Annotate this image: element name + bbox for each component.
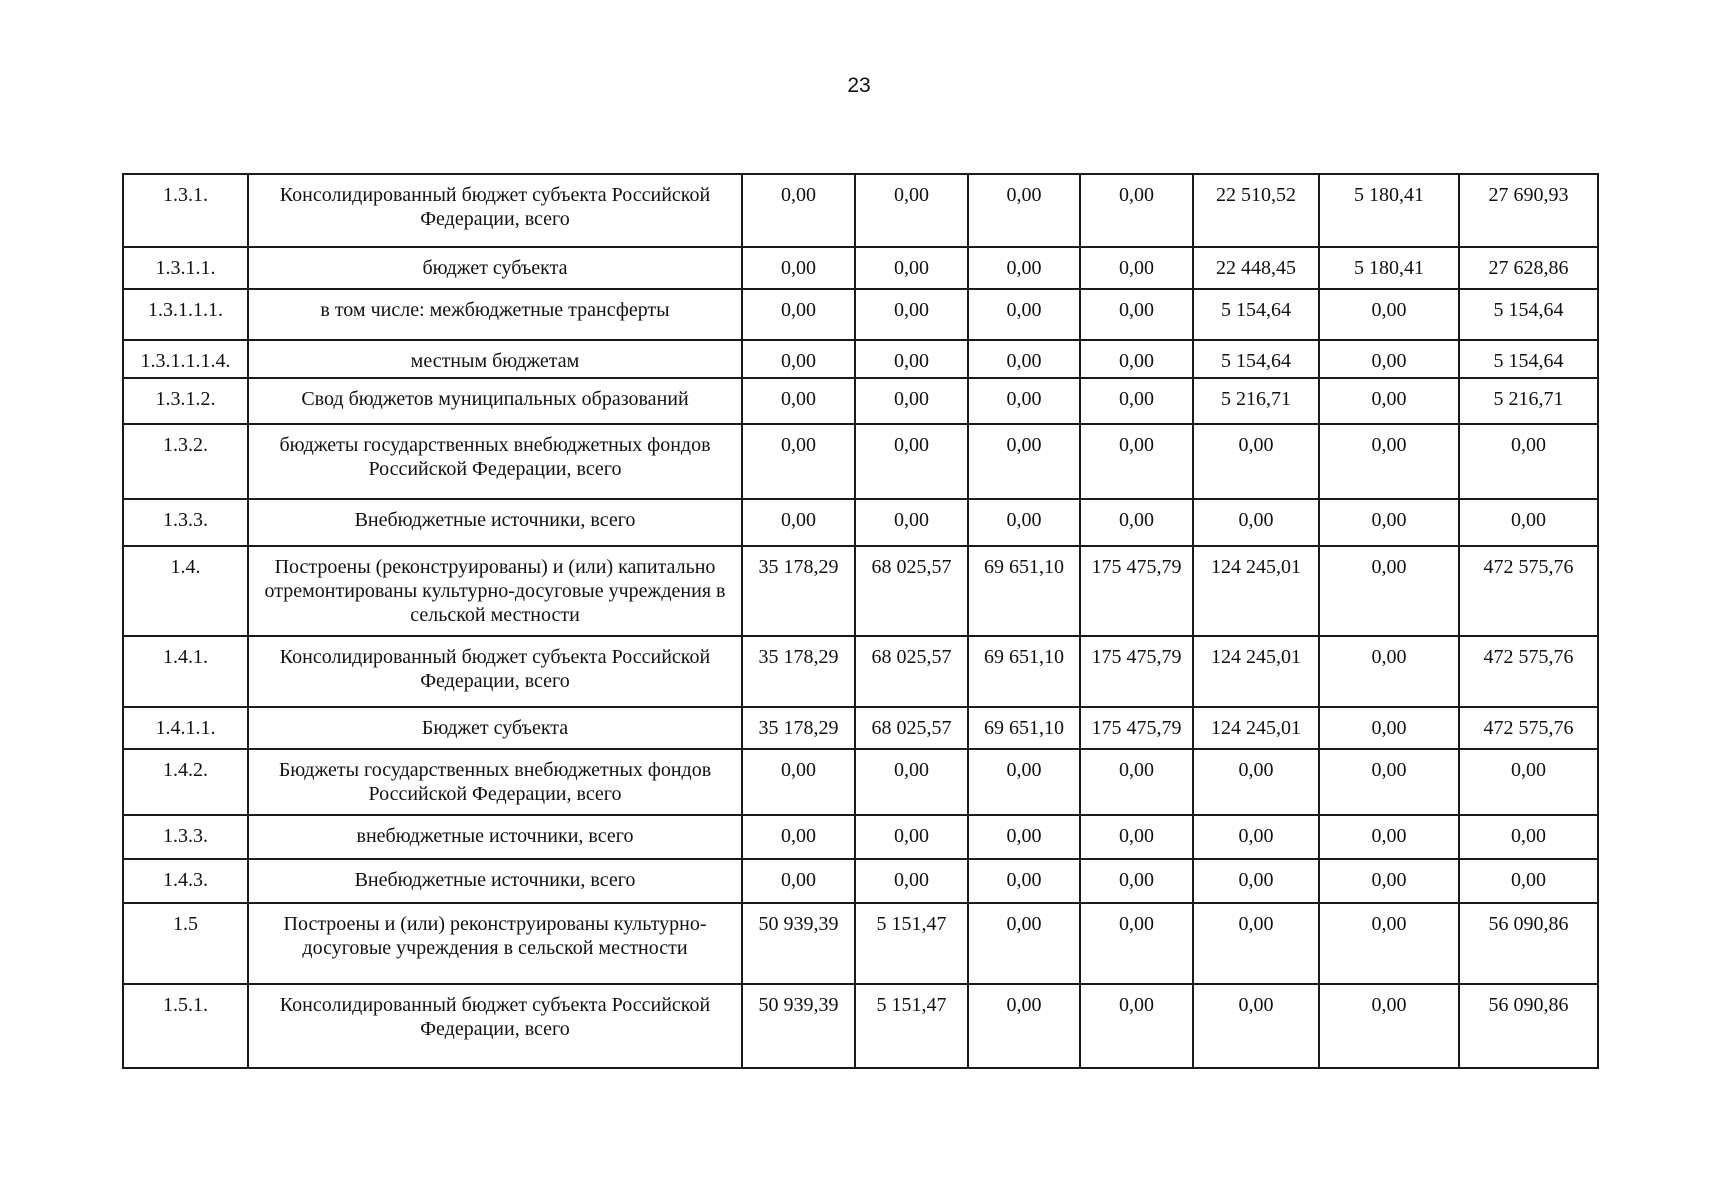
value-cell: 0,00 <box>1319 859 1459 903</box>
value-cell: 0,00 <box>1319 707 1459 749</box>
table-row <box>123 546 1598 636</box>
value-cell: 0,00 <box>968 749 1080 815</box>
value-cell: 0,00 <box>1319 984 1459 1068</box>
value-cell: 0,00 <box>1459 749 1598 815</box>
value-cell: 0,00 <box>1319 378 1459 424</box>
row-code: 1.3.2. <box>123 424 248 499</box>
value-cell: 175 475,79 <box>1080 707 1193 749</box>
value-cell: 0,00 <box>1080 378 1193 424</box>
table-body <box>123 174 1598 1068</box>
value-cell: 0,00 <box>1459 815 1598 859</box>
value-cell: 0,00 <box>855 424 968 499</box>
value-cell: 175 475,79 <box>1080 636 1193 707</box>
value-cell: 0,00 <box>1319 289 1459 340</box>
value-cell: 0,00 <box>1080 815 1193 859</box>
value-cell: 124 245,01 <box>1193 707 1319 749</box>
value-cell: 0,00 <box>1319 903 1459 984</box>
value-cell: 5 154,64 <box>1193 340 1319 378</box>
table-row <box>123 636 1598 707</box>
value-cell: 0,00 <box>968 424 1080 499</box>
value-cell: 0,00 <box>1080 174 1193 247</box>
table-row <box>123 378 1598 424</box>
value-cell: 69 651,10 <box>968 707 1080 749</box>
value-cell: 0,00 <box>855 749 968 815</box>
row-name: внебюджетные источники, всего <box>248 815 742 859</box>
row-name: Внебюджетные источники, всего <box>248 499 742 546</box>
value-cell: 0,00 <box>1319 424 1459 499</box>
value-cell: 69 651,10 <box>968 636 1080 707</box>
value-cell: 0,00 <box>1080 499 1193 546</box>
value-cell: 0,00 <box>968 859 1080 903</box>
value-cell: 50 939,39 <box>742 984 855 1068</box>
row-name: Консолидированный бюджет субъекта Российской Федерации, всего <box>248 636 742 707</box>
value-cell: 472 575,76 <box>1459 546 1598 636</box>
value-cell: 56 090,86 <box>1459 903 1598 984</box>
value-cell: 22 510,52 <box>1193 174 1319 247</box>
table-row <box>123 815 1598 859</box>
value-cell: 0,00 <box>1319 636 1459 707</box>
row-code: 1.5.1. <box>123 984 248 1068</box>
value-cell: 0,00 <box>1319 815 1459 859</box>
table-row <box>123 424 1598 499</box>
value-cell: 5 154,64 <box>1459 289 1598 340</box>
table-row <box>123 340 1598 378</box>
table-row <box>123 903 1598 984</box>
value-cell: 27 628,86 <box>1459 247 1598 289</box>
row-code: 1.4.2. <box>123 749 248 815</box>
row-code: 1.3.1.1.1.4. <box>123 340 248 378</box>
value-cell: 0,00 <box>742 424 855 499</box>
page-number: 23 <box>847 74 871 97</box>
value-cell: 5 154,64 <box>1193 289 1319 340</box>
row-name: Консолидированный бюджет субъекта Российской Федерации, всего <box>248 984 742 1068</box>
value-cell: 0,00 <box>1319 499 1459 546</box>
value-cell: 0,00 <box>855 499 968 546</box>
row-name: в том числе: межбюджетные трансферты <box>248 289 742 340</box>
value-cell: 0,00 <box>1459 499 1598 546</box>
value-cell: 472 575,76 <box>1459 636 1598 707</box>
value-cell: 0,00 <box>1193 499 1319 546</box>
row-code: 1.4. <box>123 546 248 636</box>
value-cell: 0,00 <box>742 247 855 289</box>
row-name: Внебюджетные источники, всего <box>248 859 742 903</box>
value-cell: 0,00 <box>1459 424 1598 499</box>
value-cell: 35 178,29 <box>742 636 855 707</box>
value-cell: 0,00 <box>855 815 968 859</box>
row-name: Консолидированный бюджет субъекта Российской Федерации, всего <box>248 174 742 247</box>
row-name: Построены (реконструированы) и (или) капитально отремонтированы культурно-досуговые учреждения в сельской местности <box>248 546 742 636</box>
value-cell: 0,00 <box>1080 289 1193 340</box>
value-cell: 5 216,71 <box>1459 378 1598 424</box>
table-row <box>123 984 1598 1068</box>
value-cell: 0,00 <box>1080 984 1193 1068</box>
table-row <box>123 289 1598 340</box>
value-cell: 5 151,47 <box>855 984 968 1068</box>
value-cell: 0,00 <box>855 378 968 424</box>
value-cell: 0,00 <box>968 378 1080 424</box>
value-cell: 27 690,93 <box>1459 174 1598 247</box>
value-cell: 0,00 <box>1193 903 1319 984</box>
row-name: бюджеты государственных внебюджетных фондов Российской Федерации, всего <box>248 424 742 499</box>
row-code: 1.3.3. <box>123 499 248 546</box>
value-cell: 0,00 <box>968 289 1080 340</box>
value-cell: 0,00 <box>855 340 968 378</box>
value-cell: 0,00 <box>742 499 855 546</box>
table-row <box>123 707 1598 749</box>
row-code: 1.3.3. <box>123 815 248 859</box>
value-cell: 5 154,64 <box>1459 340 1598 378</box>
value-cell: 0,00 <box>968 174 1080 247</box>
value-cell: 0,00 <box>742 174 855 247</box>
value-cell: 5 180,41 <box>1319 247 1459 289</box>
value-cell: 0,00 <box>1080 340 1193 378</box>
row-name: Свод бюджетов муниципальных образований <box>248 378 742 424</box>
value-cell: 0,00 <box>855 859 968 903</box>
value-cell: 56 090,86 <box>1459 984 1598 1068</box>
value-cell: 0,00 <box>1080 424 1193 499</box>
row-code: 1.4.1. <box>123 636 248 707</box>
value-cell: 0,00 <box>1319 340 1459 378</box>
row-name: Построены и (или) реконструированы культурно-досуговые учреждения в сельской местности <box>248 903 742 984</box>
value-cell: 0,00 <box>855 247 968 289</box>
table-row <box>123 174 1598 247</box>
value-cell: 0,00 <box>968 815 1080 859</box>
value-cell: 0,00 <box>1193 859 1319 903</box>
value-cell: 22 448,45 <box>1193 247 1319 289</box>
value-cell: 35 178,29 <box>742 546 855 636</box>
value-cell: 0,00 <box>968 903 1080 984</box>
budget-table <box>122 173 1599 1069</box>
value-cell: 0,00 <box>1193 984 1319 1068</box>
table-row <box>123 247 1598 289</box>
value-cell: 0,00 <box>968 340 1080 378</box>
value-cell: 0,00 <box>1080 749 1193 815</box>
value-cell: 68 025,57 <box>855 546 968 636</box>
value-cell: 124 245,01 <box>1193 546 1319 636</box>
row-name: Бюджеты государственных внебюджетных фондов Российской Федерации, всего <box>248 749 742 815</box>
value-cell: 0,00 <box>1193 749 1319 815</box>
value-cell: 69 651,10 <box>968 546 1080 636</box>
value-cell: 5 216,71 <box>1193 378 1319 424</box>
table-row <box>123 859 1598 903</box>
value-cell: 0,00 <box>1319 749 1459 815</box>
value-cell: 0,00 <box>1080 247 1193 289</box>
row-code: 1.3.1. <box>123 174 248 247</box>
row-name: Бюджет субъекта <box>248 707 742 749</box>
value-cell: 0,00 <box>1080 903 1193 984</box>
value-cell: 35 178,29 <box>742 707 855 749</box>
row-code: 1.3.1.1. <box>123 247 248 289</box>
value-cell: 0,00 <box>1080 859 1193 903</box>
row-code: 1.3.1.2. <box>123 378 248 424</box>
row-name: местным бюджетам <box>248 340 742 378</box>
value-cell: 472 575,76 <box>1459 707 1598 749</box>
value-cell: 0,00 <box>1459 859 1598 903</box>
value-cell: 124 245,01 <box>1193 636 1319 707</box>
value-cell: 50 939,39 <box>742 903 855 984</box>
row-code: 1.4.3. <box>123 859 248 903</box>
value-cell: 175 475,79 <box>1080 546 1193 636</box>
value-cell: 5 180,41 <box>1319 174 1459 247</box>
value-cell: 0,00 <box>742 340 855 378</box>
value-cell: 0,00 <box>742 289 855 340</box>
table-row <box>123 749 1598 815</box>
value-cell: 5 151,47 <box>855 903 968 984</box>
row-code: 1.3.1.1.1. <box>123 289 248 340</box>
row-code: 1.4.1.1. <box>123 707 248 749</box>
value-cell: 68 025,57 <box>855 636 968 707</box>
value-cell: 0,00 <box>742 815 855 859</box>
value-cell: 0,00 <box>1193 815 1319 859</box>
value-cell: 0,00 <box>1193 424 1319 499</box>
value-cell: 0,00 <box>855 289 968 340</box>
value-cell: 0,00 <box>968 984 1080 1068</box>
value-cell: 0,00 <box>968 499 1080 546</box>
row-code: 1.5 <box>123 903 248 984</box>
table-row <box>123 499 1598 546</box>
value-cell: 0,00 <box>968 247 1080 289</box>
value-cell: 0,00 <box>742 378 855 424</box>
value-cell: 0,00 <box>855 174 968 247</box>
value-cell: 0,00 <box>742 749 855 815</box>
value-cell: 0,00 <box>1319 546 1459 636</box>
value-cell: 68 025,57 <box>855 707 968 749</box>
value-cell: 0,00 <box>742 859 855 903</box>
row-name: бюджет субъекта <box>248 247 742 289</box>
